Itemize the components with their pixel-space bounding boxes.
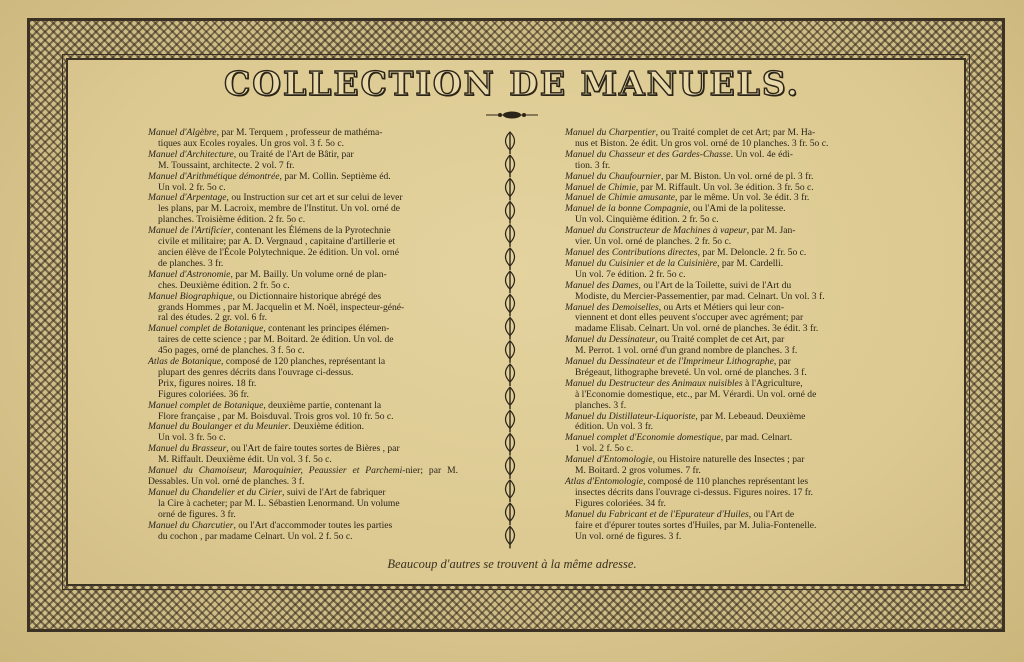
entry-title: Manuel Biographique	[148, 290, 233, 302]
entry-text: , contenant les principes élémen-	[263, 323, 390, 335]
entry-first-line	[148, 172, 458, 183]
entry-title: Manuel de Chimie	[565, 181, 636, 193]
entry-title: Manuel du Brasseur	[148, 443, 227, 455]
divider-leaf-ornament	[506, 503, 515, 525]
catalog-entry	[148, 150, 458, 172]
divider-leaf-ornament	[506, 364, 515, 386]
entry-text: , ou Traité complet de cet Art, par	[655, 334, 785, 346]
entry-continuation: viennent et dont elles peuvent s'occuper avec agrément; par	[575, 312, 804, 324]
entry-continuation: M. Riffault. Deuxième édit. Un vol. 3 f. 5o c.	[158, 454, 332, 466]
entry-continuation: du cochon , par madame Celnart. Un vol. 2 f. 5o c.	[158, 530, 353, 542]
entry-continuation: taires de cette science ; par M. Boitard. 2e édition. Un vol. de	[158, 334, 394, 346]
entry-title: Manuel des Contributions directes	[565, 246, 698, 258]
page-title: COLLECTION DE MANUELS.	[223, 64, 801, 103]
entry-title: Manuel du Chasseur et des Gardes-Chasse	[565, 148, 731, 160]
entry-text: , ou l'Ami de la politesse.	[688, 203, 786, 215]
left-column	[148, 128, 458, 542]
entry-title: Manuel du Constructeur de Machines à vapeur	[565, 225, 747, 237]
entry-text: , par M. Terquem , professeur de mathéma-	[216, 127, 383, 138]
entry-continuation: vier. Un vol. orné de planches. 2 fr. 5o c.	[575, 236, 732, 248]
entry-continuation: Un vol. 3 fr. 5o c.	[158, 432, 226, 444]
entry-text: , ou l'Art d'accommoder toutes les parties	[233, 519, 393, 531]
entry-first-line	[148, 292, 458, 303]
entry-title: Manuel d'Arithmétique démontrée	[148, 170, 280, 182]
divider-leaf-ornament	[506, 387, 515, 409]
catalog-entry	[148, 270, 458, 292]
entry-title: Manuel d'Astronomie	[148, 268, 231, 280]
entry-text: , ou l'Art de faire toutes sortes de Bières , par	[226, 443, 400, 455]
entry-continuation: planches. Troisième édition. 2 fr. 5o c.	[158, 214, 306, 226]
entry-title: Manuel du Dessinateur	[565, 334, 656, 346]
entry-first-line	[148, 401, 458, 412]
entry-text: , par M. Riffault. Un vol. 3e édition. 3 fr. 5o c.	[635, 181, 814, 193]
entry-continuation: les plans, par M. Lacroix, membre de l'Institut. Un vol. orné de	[158, 203, 401, 215]
catalog-entry	[148, 226, 458, 270]
entry-text: , par M. Jan-	[746, 225, 796, 237]
entry-text: , ou Traité de l'Art de Bâtir, par	[233, 148, 354, 160]
entry-continuation: Un vol. 7e édition. 2 fr. 5o c.	[575, 268, 686, 280]
divider-leaf-ornament	[506, 318, 515, 340]
title-ornament-icon	[486, 109, 538, 121]
divider-leaf-ornament	[506, 178, 515, 200]
catalog-entry	[565, 226, 875, 248]
entry-text: , contenant les Élémens de la Pyrotechnie	[231, 225, 391, 237]
catalog-entry	[148, 357, 458, 401]
entry-title: Manuel du Cuisinier et de la Cuisinière	[565, 257, 718, 269]
entry-title: Atlas d'Entomologie	[565, 476, 643, 487]
entry-title: Manuel des Demoiselles	[565, 301, 659, 313]
entry-continuation: Un vol. orné de figures. 3 f.	[575, 530, 682, 542]
entry-title: Manuel d'Architecture	[148, 148, 234, 160]
catalog-entry	[148, 422, 458, 444]
entry-continuation: tiques aux Ecoles royales. Un gros vol. 3 f. 5o c.	[158, 137, 344, 149]
entry-continuation: Figures coloriées. 34 fr.	[575, 497, 666, 509]
entry-continuation: Flore française , par M. Boisduval. Trois gros vol. 10 fr. 5o c.	[158, 410, 394, 422]
entry-title: Manuel de la bonne Compagnie	[565, 203, 689, 215]
entry-continuation: Un vol. Cinquième édition. 2 fr. 5o c.	[575, 214, 719, 226]
entry-continuation: Modiste, du Mercier-Passementier, par mad. Celnart. Un vol. 3 f.	[575, 290, 825, 302]
entry-continuation: M. Toussaint, architecte. 2 vol. 7 fr.	[158, 159, 295, 171]
catalog-entry	[148, 128, 458, 150]
entry-title: Manuel complet de Botanique	[148, 323, 264, 335]
entry-title: Manuel complet d'Economie domestique	[565, 432, 721, 444]
divider-leaf-ornament	[506, 271, 515, 293]
entry-text: , ou Instruction sur cet art et sur celui de lever	[226, 192, 403, 204]
entry-continuation: civile et militaire; par A. D. Vergnaud , capitaine d'artillerie et	[158, 236, 396, 248]
entry-text: , par	[773, 356, 791, 368]
catalog-entry	[565, 477, 875, 510]
entry-title: Manuel du Chaufournier	[565, 170, 661, 182]
catalog-entry	[148, 466, 458, 488]
entry-title: Manuel du Charcutier	[148, 519, 234, 531]
entry-title: Manuel de l'Artificier	[148, 225, 232, 237]
catalog-entry	[565, 357, 875, 379]
divider-leaf-ornament	[506, 341, 515, 363]
entry-first-line	[565, 150, 875, 161]
catalog-entry	[565, 335, 875, 357]
catalog-entry	[565, 150, 875, 172]
divider-leaf-ornament	[506, 434, 515, 456]
entry-continuation: plupart des genres décrits dans l'ouvrage ci-dessus.	[158, 366, 354, 378]
catalog-entry	[565, 281, 875, 303]
catalog-entry	[148, 401, 458, 423]
entry-text: à l'Agriculture,	[742, 377, 803, 389]
entry-first-line	[148, 466, 458, 488]
entry-text: , composé de 120 planches, représentant la	[221, 356, 386, 368]
divider-leaf-ornament	[506, 132, 515, 154]
entry-continuation: nus et Biston. 2e édit. Un gros vol. orné de 10 planches. 3 fr. 5o c.	[575, 137, 829, 149]
entry-title: Manuel d'Algèbre	[148, 127, 217, 138]
entry-text: , par M. Bailly. Un volume orné de plan-	[230, 268, 387, 280]
entry-continuation: de planches. 3 fr.	[158, 257, 224, 269]
catalog-entry	[565, 379, 875, 412]
entry-continuation: orné de figures. 3 fr.	[158, 508, 236, 520]
entry-title: Manuel du Distillateur-Liquoriste	[565, 410, 696, 422]
entry-text: , ou Arts et Métiers qui leur con-	[658, 301, 785, 313]
entry-text: , par le même. Un vol. 3e édit. 3 fr.	[675, 192, 810, 204]
entry-text: , ou Traité complet de cet Art; par M. Ha-	[655, 127, 816, 138]
divider-leaf-ornament	[506, 457, 515, 479]
entry-text: , ou Dictionnaire historique abrégé des	[232, 290, 382, 302]
vertical-ornament-divider	[501, 128, 519, 552]
entry-title: Manuel du Dessinateur et de l'Imprimeur Lithographe	[565, 356, 774, 368]
entry-title: Manuel du Destructeur des Animaux nuisibles	[565, 377, 743, 389]
entry-text: . Un vol. 4e édi-	[730, 148, 794, 160]
divider-leaf-ornament	[506, 526, 515, 548]
entry-title: Atlas de Botanique	[148, 356, 222, 368]
entry-continuation: 45o pages, orné de planches. 3 f. 5o c.	[158, 345, 305, 357]
catalog-entry	[148, 444, 458, 466]
entry-continuation: M. Perrot. 1 vol. orné d'un grand nombre de planches. 3 f.	[575, 345, 798, 357]
entry-text: , par M. Cardelli.	[717, 257, 784, 269]
catalog-entry	[565, 412, 875, 434]
footer-note: Beaucoup d'autres se trouvent à la même adresse.	[387, 557, 637, 571]
entry-text: , deuxième partie, contenant la	[263, 399, 382, 411]
entry-title: Manuel des Dames	[565, 279, 639, 291]
divider-leaf-ornament	[506, 248, 515, 270]
entry-continuation: Prix, figures noires. 18 fr.	[158, 377, 257, 389]
divider-leaf-ornament	[506, 294, 515, 316]
entry-continuation: madame Elisab. Celnart. Un vol. orné de planches. 3e édit. 3 fr.	[575, 323, 819, 335]
entry-continuation: M. Boitard. 2 gros volumes. 7 fr.	[575, 465, 701, 477]
divider-leaf-ornament	[506, 202, 515, 224]
entry-continuation: planches. 3 f.	[575, 399, 627, 411]
catalog-entry	[565, 259, 875, 281]
entry-title: Manuel du Chamoiseur, Maroquinier, Peaussier et Parchemi-	[148, 465, 406, 477]
entry-continuation: édition. Un vol. 3 fr.	[575, 421, 654, 433]
entry-title: Manuel du Chandelier et du Cirier	[148, 486, 283, 498]
entry-continuation: Figures coloriées. 36 fr.	[158, 388, 249, 400]
entry-continuation: grands Hommes , par M. Jacquelin et M. Noël, inspecteur-géné-	[158, 301, 405, 313]
catalog-entry	[565, 204, 875, 226]
entry-title: Manuel du Charpentier	[565, 127, 656, 138]
entry-text: , par M. Deloncle. 2 fr. 5o c.	[697, 246, 807, 258]
entry-text: , par M. Collin. Septième éd.	[279, 170, 391, 182]
divider-leaf-ornament	[506, 225, 515, 247]
catalog-entry	[148, 324, 458, 357]
catalog-entry	[565, 128, 875, 150]
entry-title: Manuel du Fabricant et de l'Epurateur d'Huiles	[565, 508, 749, 520]
entry-continuation: 1 vol. 2 f. 5o c.	[575, 443, 634, 455]
entry-title: Manuel de Chimie amusante	[565, 192, 676, 204]
entry-continuation: la Cire à cacheter; par M. L. Sébastien Lenormand. Un volume	[158, 497, 400, 509]
entry-text: nier; par M. Dessables. Un vol. orné de planches. 3 f.	[148, 465, 458, 487]
catalog-entry	[148, 172, 458, 194]
catalog-entry	[148, 193, 458, 226]
catalog-entry	[148, 521, 458, 543]
entry-text: , suivi de l'Art de fabriquer	[282, 486, 386, 498]
entry-text: , ou l'Art de la Toilette, suivi de l'Art du	[638, 279, 792, 291]
entry-first-line	[565, 510, 875, 521]
entry-continuation: Un vol. 2 fr. 5o c.	[158, 181, 226, 193]
entry-title: Manuel du Boulanger et du Meunier	[148, 421, 289, 433]
catalog-entry	[148, 292, 458, 325]
entry-text: , par M. Lebeaud. Deuxième	[695, 410, 806, 422]
catalog-entry	[565, 433, 875, 455]
entry-continuation: Brégeaut, lithographe breveté. Un vol. orné de planches. 3 f.	[575, 366, 807, 378]
entry-continuation: ral des études. 2 gr. vol. 6 fr.	[158, 312, 267, 324]
divider-leaf-ornament	[506, 480, 515, 502]
catalog-entry	[148, 488, 458, 521]
catalog-entry	[565, 510, 875, 543]
divider-leaf-ornament	[506, 155, 515, 177]
entry-continuation: tion. 3 fr.	[575, 159, 611, 171]
entry-continuation: ches. Deuxième édition. 2 fr. 5o c.	[158, 279, 290, 291]
entry-first-line	[565, 281, 875, 292]
entry-title: Manuel d'Entomologie	[565, 454, 653, 466]
entry-text: . Deuxième édition.	[288, 421, 365, 433]
entry-continuation: ancien élève de l'École Polytechnique. 2e édition. Un vol. orné	[158, 246, 399, 258]
entry-continuation: à l'Economie domestique, etc., par M. Vérardi. Un vol. orné de	[575, 388, 817, 400]
right-column	[565, 128, 875, 542]
entry-continuation: faire et d'épurer toutes sortes d'Huiles, par M. Julia-Fontenelle.	[575, 519, 817, 531]
entry-text: , composé de 110 planches représentant les	[643, 476, 809, 487]
entry-continuation: insectes décrits dans l'ouvrage ci-dessus. Figures noires. 17 fr.	[575, 486, 814, 498]
entry-text: , ou l'Art de	[748, 508, 795, 520]
entry-text: , par mad. Celnart.	[720, 432, 793, 444]
catalog-entry	[565, 303, 875, 336]
entry-title: Manuel d'Arpentage	[148, 192, 227, 204]
entry-first-line	[148, 521, 458, 532]
entry-text: , par M. Biston. Un vol. orné de pl. 3 fr.	[660, 170, 814, 182]
catalog-entry	[565, 455, 875, 477]
entry-title: Manuel complet de Botanique	[148, 399, 264, 411]
entry-text: , ou Histoire naturelle des Insectes ; par	[652, 454, 805, 466]
divider-leaf-ornament	[506, 410, 515, 432]
